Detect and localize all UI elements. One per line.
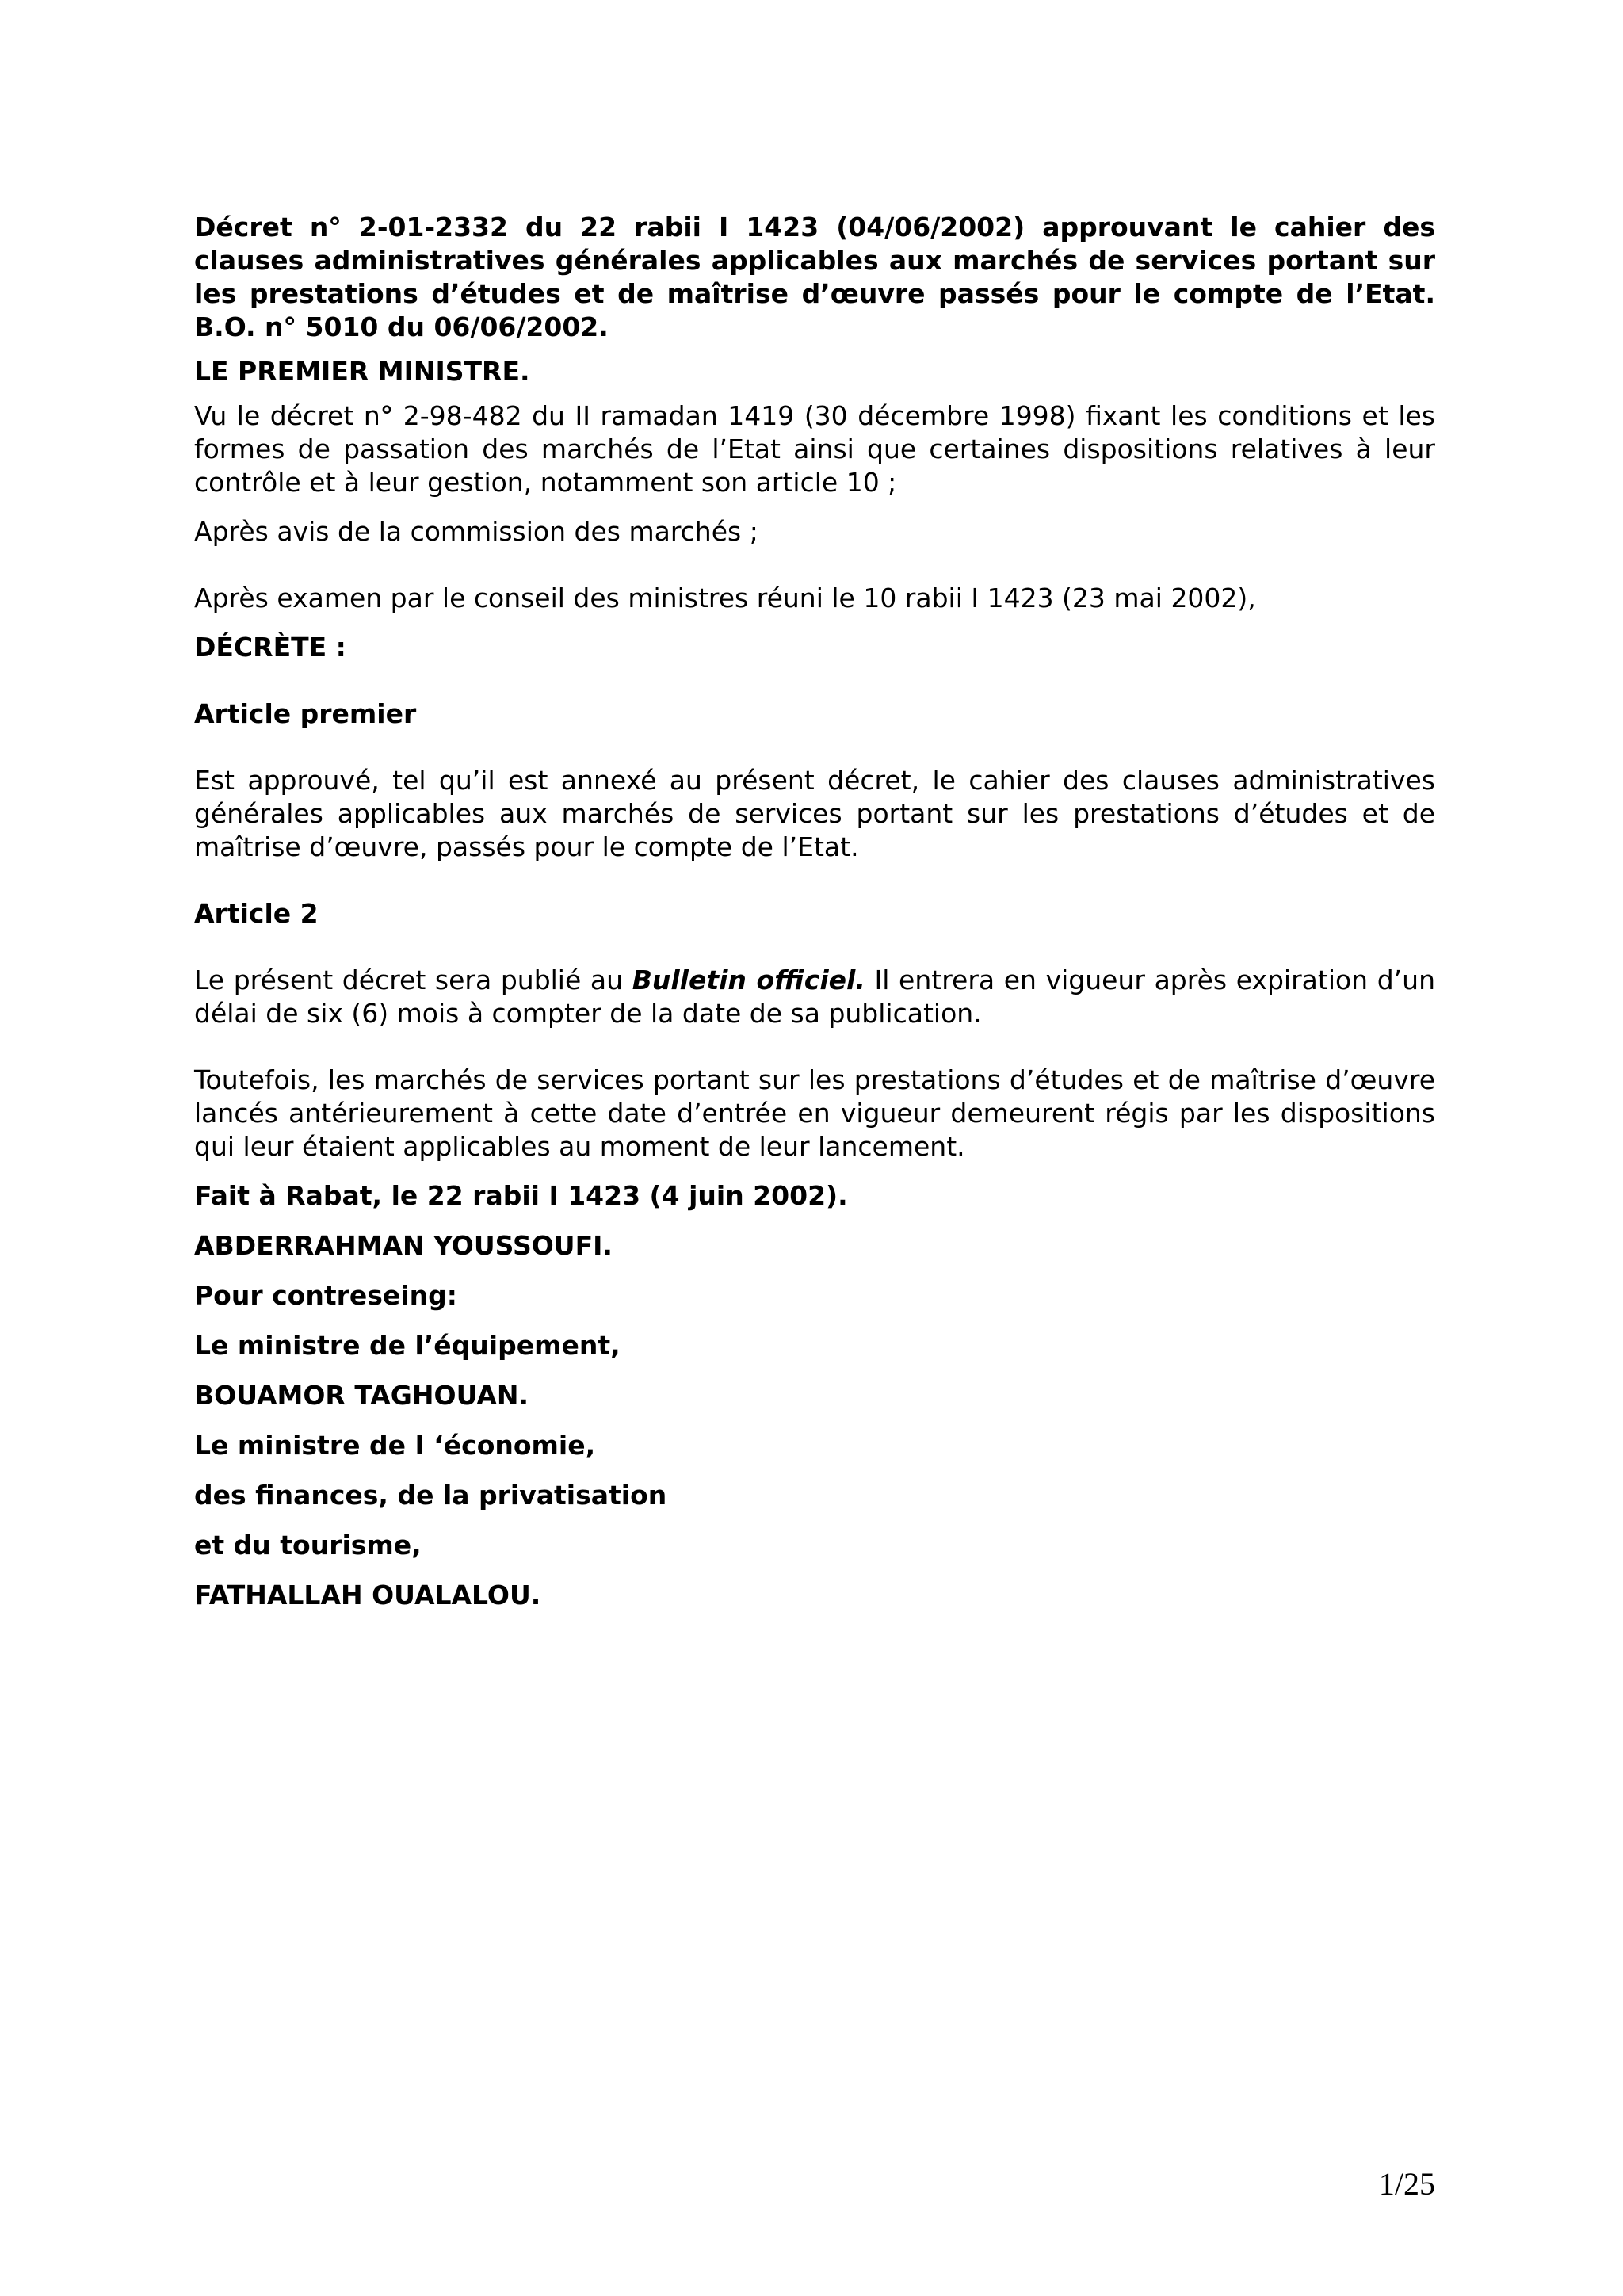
decree-title: Décret n° 2-01-2332 du 22 rabii I 1423 (04/06/2002) approuvant le cahier des clauses administratives générales applicables aux marchés de services portant sur les prestations d’études et de maîtrise d’œuvre passés pour le compte de l’Etat. B.O. n° 5010 du 06/06/2002. xyxy=(194,212,1435,342)
article-2-text-after: Il entrera en vigueur après expiration d’un délai de six (6) mois à compter de la date de sa publication. xyxy=(194,965,1435,1029)
signatory-equipement-name: BOUAMOR TAGHOUAN. xyxy=(194,1380,529,1411)
bulletin-officiel-emphasis: Bulletin officiel. xyxy=(632,965,865,995)
article-premier-text: Est approuvé, tel qu’il est annexé au présent décret, le cahier des clauses administratives générales applicables aux marchés de services portant sur les prestations d’études et de maîtrise d’œuvre, passés pour le compte de l’Etat. xyxy=(194,765,1435,862)
article-2-text xyxy=(194,964,1435,1030)
article-2-text-before: Le présent décret sera publié au xyxy=(194,965,632,995)
fait-a-rabat: Fait à Rabat, le 22 rabii I 1423 (4 juin 2002). xyxy=(194,1180,848,1211)
apres-avis-paragraph: Après avis de la commission des marchés ; xyxy=(194,516,758,547)
ministre-economie-title-line1: Le ministre de I ‘économie, xyxy=(194,1430,596,1461)
ministre-economie-title-line2: des finances, de la privatisation xyxy=(194,1480,667,1511)
ministre-equipement-title: Le ministre de l’équipement, xyxy=(194,1330,621,1361)
toutefois-paragraph: Toutefois, les marchés de services portant sur les prestations d’études et de maîtrise d’œuvre lancés antérieurement à cette date d’entrée en vigueur demeurent régis par les dispositions qui leur étaient applicables au moment de leur lancement. xyxy=(194,1064,1435,1162)
signatory-economie-name: FATHALLAH OUALALOU. xyxy=(194,1580,541,1610)
decrete-heading: DÉCRÈTE : xyxy=(194,632,346,663)
article-2-heading: Article 2 xyxy=(194,898,319,929)
ministre-economie-title-line3: et du tourisme, xyxy=(194,1530,422,1561)
contreseing-label: Pour contreseing: xyxy=(194,1280,457,1311)
signature-block xyxy=(194,1179,1435,1612)
page-number: 1/25 xyxy=(1378,2166,1435,2202)
signatory-pm-name: ABDERRAHMAN YOUSSOUFI. xyxy=(194,1230,613,1261)
vu-paragraph xyxy=(194,399,1435,499)
vu-prefix: Vu le décret n xyxy=(194,400,380,431)
vu-rest: 2-98-482 du II ramadan 1419 (30 décembre 1998) fixant les conditions et les formes de passation des marchés de l’Etat ainsi que certaines dispositions relatives à leur contrôle et à leur gestion, notamment son article 10 ; xyxy=(194,400,1435,498)
vu-degree: ° xyxy=(380,400,394,431)
article-premier-heading: Article premier xyxy=(194,698,417,729)
apres-examen-paragraph: Après examen par le conseil des ministres réuni le 10 rabii I 1423 (23 mai 2002), xyxy=(194,583,1256,613)
premier-ministre-heading: LE PREMIER MINISTRE. xyxy=(194,356,530,387)
document-page xyxy=(194,211,1435,1612)
